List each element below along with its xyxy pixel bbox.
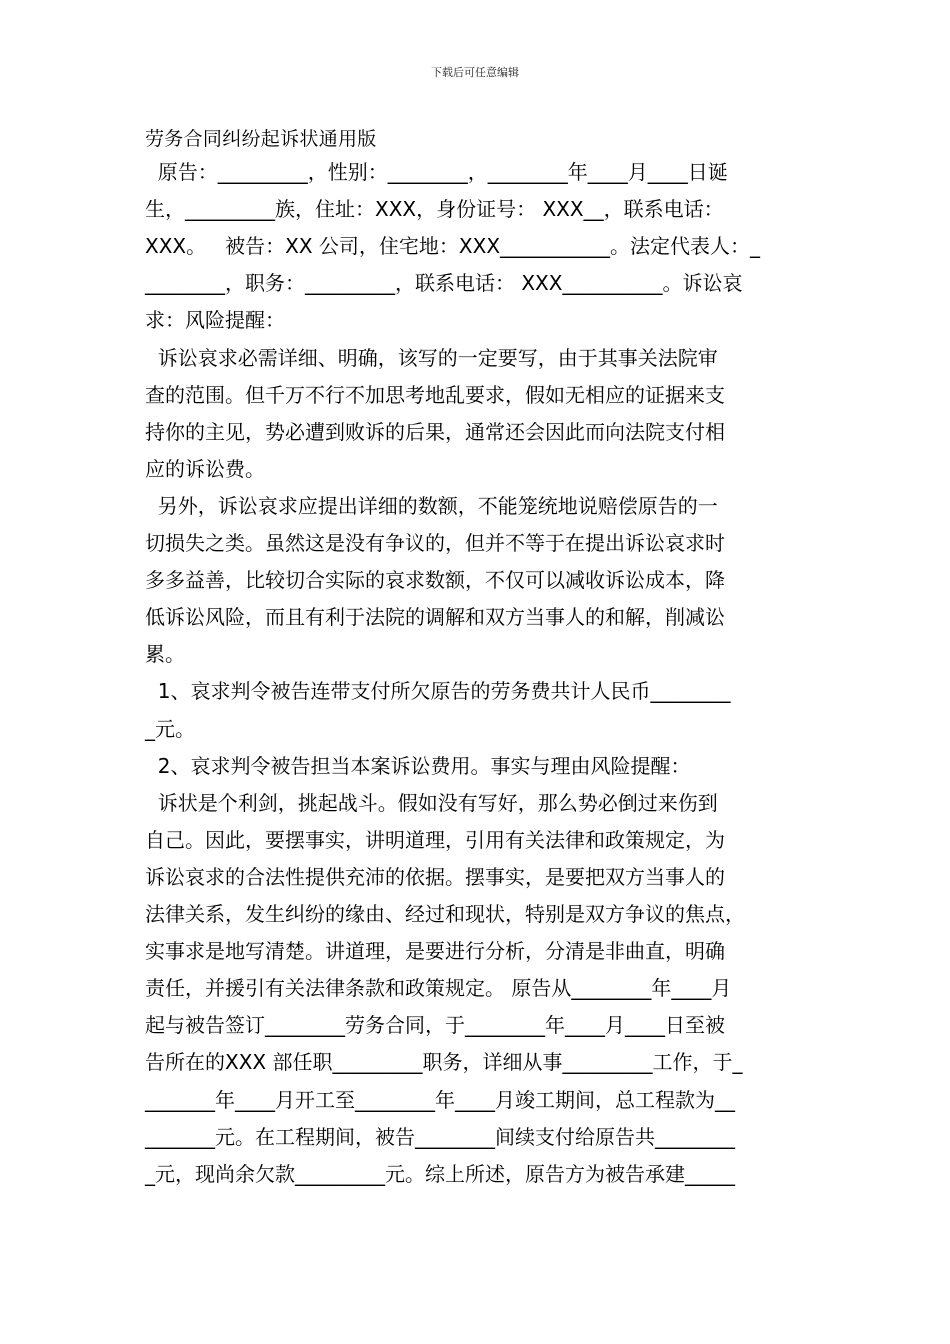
body-line: 求：风险提醒： (145, 308, 285, 333)
document-title: 劳务合同纠纷起诉状通用版 (145, 128, 377, 150)
body-line: 1、哀求判令被告连带支付所欠原告的劳务费共计人民币________ (145, 679, 731, 704)
body-line: 生，_________族，住址：XXX，身份证号： XXX__，联系电话： (145, 197, 724, 222)
body-line: ________，职务：_________，联系电话： XXX__________。诉讼哀 (145, 271, 743, 296)
body-line: 诉讼哀求必需详细、明确，该写的一定要写，由于其事关法院审 (145, 345, 718, 370)
body-line: 实事求是地写清楚。讲道理，是要进行分析，分清是非曲直，明确 (145, 939, 725, 964)
body-line: 诉讼哀求的合法性提供充沛的依据。摆事实，是要把双方当事人的 (145, 864, 725, 889)
body-line: XXX。 被告：XX 公司，住宅地：XXX___________。法定代表人：_ (145, 234, 761, 259)
body-line: _______元。在工程期间，被告________间续支付给原告共________ (145, 1124, 735, 1149)
body-line: 应的诉讼费。 (145, 456, 265, 481)
body-line: 告所在的XXX 部任职_________职务，详细从事_________工作，于_ (145, 1050, 743, 1075)
body-line: 诉状是个利剑，挑起战斗。假如没有写好，那么势必倒过来伤到 (145, 790, 718, 815)
body-line: 低诉讼风险，而且有利于法院的调解和双方当事人的和解，削减讼 (145, 605, 725, 630)
body-line: 起与被告签订________劳务合同，于________年____月____日至被 (145, 1013, 725, 1038)
body-line: 责任，并援引有关法律条款和政策规定。 原告从________年____月 (145, 976, 732, 1001)
body-line: _元。 (145, 716, 195, 741)
body-line: 另外，诉讼哀求应提出详细的数额，不能笼统地说赔偿原告的一 (145, 493, 718, 518)
body-line: 切损失之类。虽然这是没有争议的，但并不等于在提出诉讼哀求时 (145, 531, 725, 555)
body-line: _元，现尚余欠款_________元。综上所述，原告方为被告承建_____ (145, 1161, 735, 1186)
body-line: _______年____月开工至________年____月竣工期间，总工程款为__ (145, 1087, 735, 1112)
body-line: 原告：_________，性别：________，________年____月____日诞 (145, 160, 728, 184)
body-line: 2、哀求判令被告担当本案诉讼费用。事实与理由风险提醒： (145, 753, 691, 778)
body-line: 累。 (145, 642, 185, 667)
body-line: 持你的主见，势必遭到败诉的后果，通常还会因此而向法院支付相 (145, 419, 725, 444)
body-line: 法律关系，发生纠纷的缘由、经过和现状，特别是双方争议的焦点， (145, 902, 745, 926)
body-line: 自己。因此，要摆事实，讲明道理，引用有关法律和政策规定，为 (145, 827, 725, 852)
page-header: 下载后可任意编辑 (431, 66, 519, 79)
body-line: 查的范围。但千万不行不加思考地乱要求，假如无相应的证据来支 (145, 382, 725, 407)
body-line: 多多益善，比较切合实际的哀求数额，不仅可以减收诉讼成本，降 (145, 568, 725, 593)
